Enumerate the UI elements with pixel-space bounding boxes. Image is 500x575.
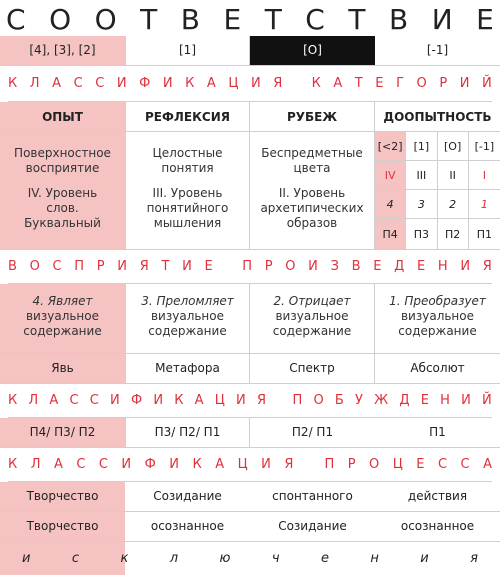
section-letter: Е — [375, 76, 384, 91]
section-letter: А — [333, 76, 343, 91]
dooptnost-cell: [O] — [438, 132, 469, 161]
title-letter: Е — [223, 2, 242, 36]
section-letter: А — [53, 457, 63, 472]
perception-verb: 4. Являет — [32, 294, 93, 308]
section-letter: Н — [437, 259, 448, 274]
title-letter: О — [49, 2, 72, 36]
perception-verb: 1. Преобразует — [389, 294, 486, 308]
perception-object: визуальное содержание — [398, 309, 477, 338]
exceptions-letter: е — [320, 551, 329, 566]
dooptnost-grid — [375, 132, 500, 249]
exceptions-letter: я — [470, 551, 478, 566]
motives-row — [0, 418, 500, 448]
dooptnost-cell: П4 — [375, 219, 406, 249]
title-letter: И — [431, 2, 453, 36]
section-letter: Е — [416, 259, 426, 274]
section-letter: Й — [481, 393, 492, 408]
process-cell: Творчество — [0, 482, 125, 511]
category-text: Беспредметные цвета — [261, 146, 363, 175]
section-letter: Я — [139, 259, 149, 274]
perception-cell — [250, 284, 375, 353]
section-letter: А — [194, 393, 204, 408]
section-letter: И — [162, 76, 173, 91]
section-letter: С — [76, 457, 86, 472]
perception-cell — [125, 284, 250, 353]
term-cell: Абсолют — [410, 361, 465, 375]
perception-row — [0, 284, 500, 354]
section-letter: П — [242, 259, 253, 274]
perception-verb: 3. Преломляет — [141, 294, 234, 308]
process-cell: действия — [407, 489, 468, 503]
title-row — [6, 2, 494, 36]
section-letter: З — [330, 259, 339, 274]
section-letter — [307, 457, 311, 472]
title-letter: В — [180, 2, 200, 36]
exceptions-letter: ю — [219, 551, 231, 566]
category-text: Целостные понятия — [152, 146, 223, 175]
process-cell: Творчество — [0, 512, 125, 541]
title-letter: О — [94, 2, 117, 36]
section-letter: И — [236, 393, 246, 408]
section-letter: Е — [373, 259, 382, 274]
section-letter: Я — [256, 393, 267, 408]
term-cell: Явь — [0, 354, 125, 383]
exceptions-letter: л — [169, 551, 179, 566]
process-row — [0, 512, 500, 542]
section-letter: Ф — [144, 457, 156, 472]
section-letter: Ф — [130, 393, 143, 408]
process-cell: Созидание — [278, 519, 347, 533]
level-cell: [-1] — [426, 43, 449, 57]
title-letter: Е — [476, 2, 494, 36]
section-letter: К — [192, 457, 202, 472]
section-letter: О — [369, 457, 380, 472]
dooptnost-cell: [1] — [406, 132, 437, 161]
level-cell: [O] — [250, 36, 375, 65]
perception-cell — [0, 284, 125, 353]
motive-cell: П3/ П2/ П1 — [125, 418, 250, 447]
perception-object: визуальное содержание — [23, 309, 102, 338]
section-letter: И — [461, 393, 471, 408]
exceptions-row — [22, 542, 478, 575]
section-letter: А — [215, 457, 225, 472]
dooptnost-cell: 1 — [469, 190, 500, 219]
category-cell-opyt — [0, 132, 125, 249]
perception-object: визуальное содержание — [148, 309, 227, 338]
process-cell: спонтанного — [272, 489, 353, 503]
levels-row — [0, 36, 500, 66]
section-title-motives — [8, 384, 492, 418]
section-letter: Р — [347, 457, 356, 472]
section-letter: У — [355, 393, 363, 408]
title-letter: С — [6, 2, 26, 36]
dooptnost-cell: 4 — [375, 190, 406, 219]
perception-terms-row — [0, 354, 500, 384]
section-letter: И — [110, 393, 120, 408]
header-cell: РЕФЛЕКСИЯ — [125, 102, 250, 131]
section-letter: Т — [161, 259, 170, 274]
section-letter: Р — [96, 259, 105, 274]
header-cell: ОПЫТ — [0, 102, 125, 131]
motive-cell: П2/ П1 — [291, 425, 334, 439]
section-letter: Ж — [374, 393, 389, 408]
section-title-perception — [8, 250, 492, 284]
dooptnost-cell: 2 — [438, 190, 469, 219]
dooptnost-cell: IV — [375, 161, 406, 190]
exceptions-letter: и — [420, 551, 429, 566]
section-letter: Т — [354, 76, 363, 91]
section-letter: И — [251, 76, 261, 91]
section-letter: Е — [420, 393, 429, 408]
motive-cell: П4/ П3/ П2 — [0, 418, 125, 447]
title-letter: Т — [348, 2, 366, 36]
section-letter — [277, 393, 281, 408]
section-letter: С — [73, 76, 83, 91]
section-letter: К — [8, 393, 18, 408]
category-body — [0, 132, 500, 250]
section-letter: Я — [273, 76, 283, 91]
section-letter: С — [89, 393, 99, 408]
section-title-process — [8, 448, 492, 482]
section-letter: С — [437, 457, 448, 472]
dooptnost-cell: II — [438, 161, 469, 190]
dooptnost-cell: [-1] — [469, 132, 500, 161]
section-letter: Ф — [139, 76, 151, 91]
section-letter: А — [206, 76, 216, 91]
section-letter: Д — [399, 393, 410, 408]
section-letter: Г — [396, 76, 404, 91]
section-letter: О — [416, 76, 427, 91]
dooptnost-cell: I — [469, 161, 500, 190]
perception-object: визуальное содержание — [272, 309, 352, 338]
perception-verb: 2. Отрицает — [273, 294, 351, 308]
section-letter: И — [261, 457, 271, 472]
category-level: IV. Уровень слов. Буквальный — [24, 186, 101, 230]
dooptnost-cell: 3 — [406, 190, 437, 219]
section-letter: Е — [416, 457, 425, 472]
section-letter: Б — [334, 393, 344, 408]
section-letter: А — [52, 76, 62, 91]
section-letter: И — [153, 393, 164, 408]
section-letter: Л — [29, 76, 40, 91]
section-letter: К — [8, 457, 18, 472]
section-letter: Е — [204, 259, 213, 274]
section-letter: Н — [440, 393, 450, 408]
section-letter: О — [285, 259, 296, 274]
section-letter: С — [69, 393, 79, 408]
title-letter: С — [305, 2, 325, 36]
section-letter: П — [74, 259, 85, 274]
section-letter: К — [8, 76, 18, 91]
section-letter: С — [98, 457, 108, 472]
section-letter: К — [311, 76, 321, 91]
section-letter: И — [117, 259, 128, 274]
level-cell: [1] — [125, 36, 250, 65]
process-cell: осознанное — [150, 519, 225, 533]
section-letter: А — [49, 393, 59, 408]
section-letter: Ц — [237, 457, 248, 472]
section-letter — [225, 259, 229, 274]
perception-cell — [375, 284, 500, 353]
section-letter: С — [460, 457, 470, 472]
category-cell-refleksiya — [125, 132, 250, 249]
motive-cell: П1 — [429, 425, 446, 439]
category-level: III. Уровень понятийного мышления — [146, 186, 229, 230]
category-header-row — [0, 102, 500, 132]
section-letter: И — [182, 259, 192, 274]
section-letter: Р — [264, 259, 273, 274]
section-letter: Й — [482, 76, 492, 91]
dooptnost-cell: III — [406, 161, 437, 190]
title-letter: Т — [264, 2, 282, 36]
exceptions-letter: ч — [271, 551, 280, 566]
section-letter — [295, 76, 299, 91]
exceptions-letter: с — [71, 551, 80, 566]
category-cell-rubezh — [250, 132, 375, 249]
section-letter: К — [174, 393, 184, 408]
section-letter: С — [95, 76, 105, 91]
section-letter: К — [185, 76, 195, 91]
section-letter: И — [308, 259, 318, 274]
section-letter: О — [313, 393, 324, 408]
exceptions-letter: н — [370, 551, 379, 566]
process-row — [0, 482, 500, 512]
section-letter: А — [483, 457, 492, 472]
term-cell: Метафора — [125, 354, 250, 383]
section-letter: П — [292, 393, 303, 408]
section-letter: Л — [28, 393, 39, 408]
section-letter: Я — [284, 457, 294, 472]
header-cell: ДООПЫТНОСТЬ — [383, 109, 492, 124]
section-letter: И — [460, 259, 471, 274]
section-letter: Я — [482, 259, 492, 274]
section-letter: Д — [394, 259, 405, 274]
term-cell: Спектр — [250, 354, 375, 383]
dooptnost-cell: П2 — [438, 219, 469, 249]
section-letter: Ц — [392, 457, 403, 472]
section-letter: П — [324, 457, 335, 472]
category-level: II. Уровень архетипических образов — [260, 186, 364, 230]
title-letter: В — [388, 2, 409, 36]
dooptnost-cell: П1 — [476, 227, 493, 241]
section-letter: Ц — [214, 393, 225, 408]
section-title-categories — [8, 66, 492, 102]
process-cell: осознанное — [400, 519, 475, 533]
level-cell: [4], [3], [2] — [0, 36, 125, 65]
dooptnost-cell: П3 — [406, 219, 437, 249]
section-letter: И — [459, 76, 470, 91]
section-letter: В — [8, 259, 17, 274]
dooptnost-cell: [<2] — [375, 132, 406, 161]
category-text: Поверхностное восприятие — [14, 146, 111, 175]
header-cell: РУБЕЖ — [250, 102, 375, 131]
section-letter: Л — [30, 457, 41, 472]
section-letter: В — [351, 259, 361, 274]
section-letter: И — [169, 457, 180, 472]
section-letter: Р — [439, 76, 448, 91]
section-letter: Ц — [228, 76, 239, 91]
section-letter: И — [121, 457, 132, 472]
title-letter: Т — [140, 2, 158, 36]
process-cell: Созидание — [153, 489, 222, 503]
section-letter: С — [52, 259, 62, 274]
section-letter: И — [116, 76, 127, 91]
section-letter: О — [29, 259, 40, 274]
exceptions-letter: и — [22, 551, 31, 566]
exceptions-letter: к — [120, 551, 129, 566]
